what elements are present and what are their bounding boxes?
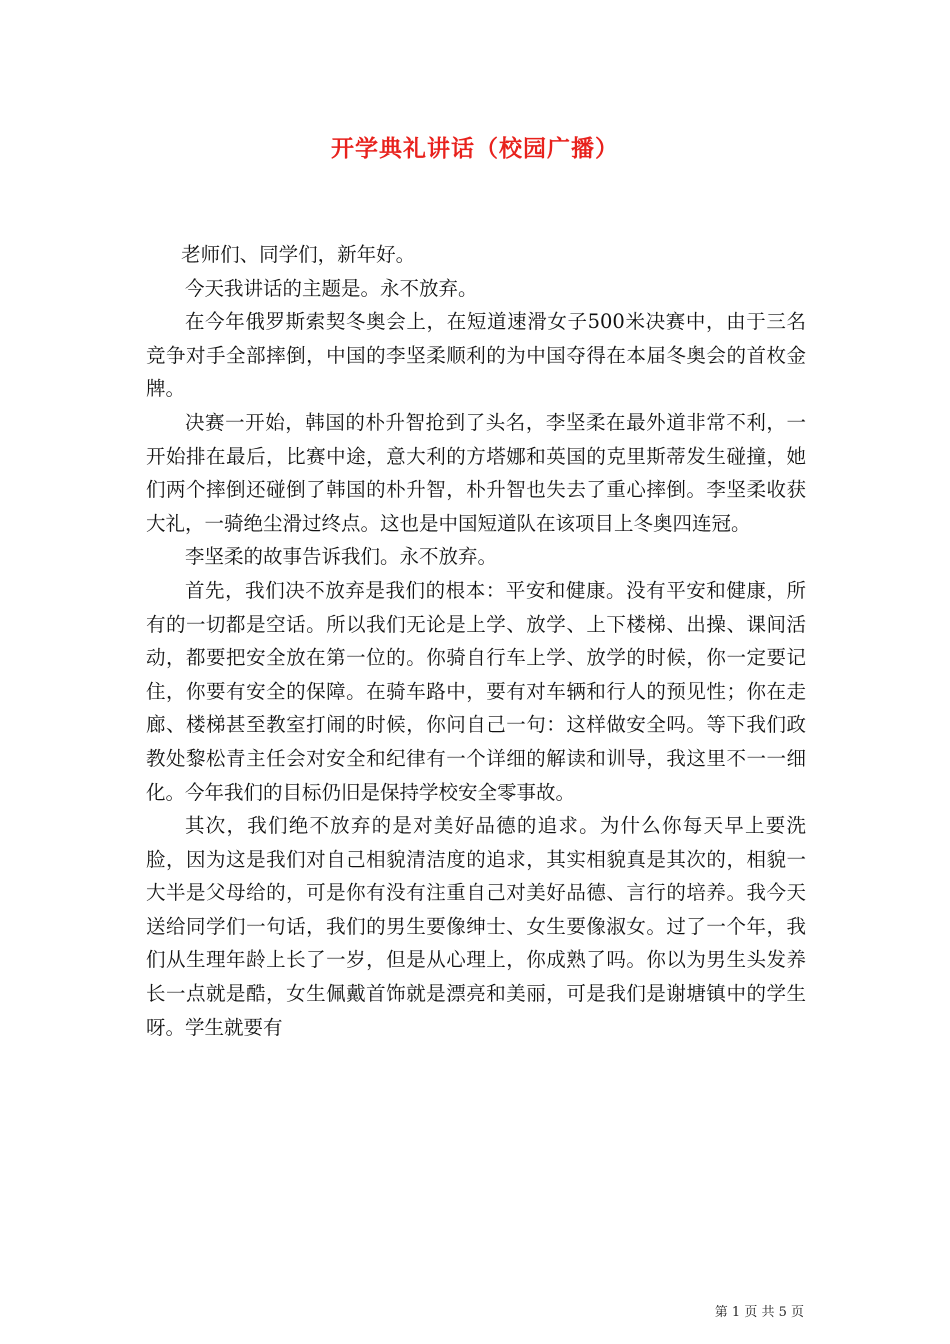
paragraph: 其次，我们绝不放弃的是对美好品德的追求。为什么你每天早上要洗脸，因为这是我们对自己相貌清洁度的追求，其实相貌真是其次的，相貌一大半是父母给的，可是你有没有注重自己对美好品德、言行的培养。我今天送给同学们一句话，我们的男生要像绅士、女生要像淑女。过了一个年，我们从生理年龄上长了一岁，但是从心理上，你成熟了吗。你以为男生头发养长一点就是酷，女生佩戴首饰就是漂亮和美丽，可是我们是谢塘镇中的学生呀。学生就要有 xyxy=(146,814,806,1039)
paragraph: 首先，我们决不放弃是我们的根本：平安和健康。没有平安和健康，所有的一切都是空话。所以我们无论是上学、放学、上下楼梯、出操、课间活动，都要把安全放在第一位的。你骑自行车上学、放学的时候，你一定要记住，你要有安全的保障。在骑车路中，要有对车辆和行人的预见性；你在走廊、楼梯甚至教室打闹的时候，你问自己一句：这样做安全吗。等下我们政教处黎松青主任会对安全和纪律有一个详细的解读和训导，我这里不一一细化。今年我们的目标仍旧是保持学校安全零事故。 xyxy=(146,578,806,804)
greeting-line: 老师们、同学们，新年好。 xyxy=(181,243,416,266)
paragraph: 决赛一开始，韩国的朴升智抢到了头名，李坚柔在最外道非常不利，一开始排在最后，比赛中途，意大利的方塔娜和英国的克里斯蒂发生碰撞，她们两个摔倒还碰倒了韩国的朴升智，朴升智也失去了重心摔倒。李坚柔收获大礼，一骑绝尘滑过终点。这也是中国短道队在该项目上冬奥四连冠。 xyxy=(146,410,806,535)
paragraph: 在今年俄罗斯索契冬奥会上，在短道速滑女子500米决赛中，由于三名竞争对手全部摔倒，中国的李坚柔顺利的为中国夺得在本届冬奥会的首枚金牌。 xyxy=(146,310,806,401)
page-number: 第 1 页 共 5 页 xyxy=(714,1305,804,1320)
paragraph: 李坚柔的故事告诉我们。永不放弃。 xyxy=(185,545,498,569)
document-title: 开学典礼讲话（校园广播） xyxy=(331,135,619,162)
document-body xyxy=(146,238,806,1044)
paragraph: 今天我讲话的主题是。永不放弃。 xyxy=(185,276,478,300)
